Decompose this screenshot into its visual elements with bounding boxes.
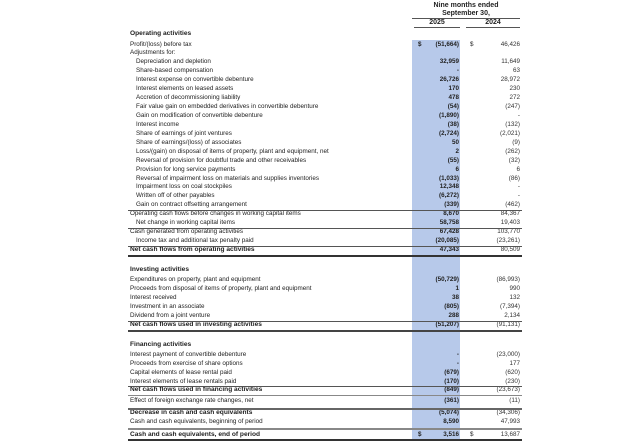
- value-2024: (86,993): [496, 276, 520, 283]
- row-divider: [128, 395, 522, 396]
- row-label: Provision for long service payments: [136, 166, 236, 173]
- value-2025: (849): [444, 386, 459, 393]
- row-label: Depreciation and depletion: [136, 58, 211, 65]
- row-label: Interest payment of convertible debenture: [130, 351, 247, 358]
- year-2024-underline: [466, 27, 520, 28]
- value-2024: (620): [505, 369, 520, 376]
- table-row: [128, 121, 522, 130]
- table-row: [128, 285, 522, 294]
- table-row: [128, 76, 522, 85]
- value-2024: (23,673): [496, 386, 520, 393]
- value-2025: 47,343: [439, 246, 459, 253]
- currency-symbol: $: [418, 431, 422, 438]
- table-row: [128, 397, 522, 406]
- table-row: [128, 321, 522, 330]
- value-2025: -: [456, 360, 459, 367]
- value-2024: 28,972: [500, 76, 520, 83]
- row-divider: [128, 321, 522, 322]
- year-2025-underline: [414, 27, 460, 28]
- value-2025: (38): [447, 121, 459, 128]
- value-2024: (23,000): [496, 351, 520, 358]
- value-2025: 288: [448, 312, 459, 319]
- value-2025: 32,959: [439, 58, 459, 65]
- value-2024: (247): [505, 103, 520, 110]
- table-row: [128, 112, 522, 121]
- table-row: [128, 166, 522, 175]
- row-divider: [128, 386, 522, 387]
- value-2024: 272: [509, 94, 520, 101]
- value-2025: (54): [447, 103, 459, 110]
- table-row: [128, 192, 522, 201]
- row-divider: [128, 255, 522, 257]
- row-label: Accretion of decommissioning liability: [136, 94, 241, 101]
- currency-symbol: $: [470, 41, 474, 48]
- row-label: Interest elements on leased assets: [136, 85, 234, 92]
- value-2024: 2,134: [504, 312, 520, 319]
- value-2024: 63: [512, 67, 520, 74]
- value-2025: 170: [448, 85, 459, 92]
- value-2025: -: [456, 351, 459, 358]
- table-row: [128, 303, 522, 312]
- table-row: [128, 157, 522, 166]
- row-label: Decrease in cash and cash equivalents: [130, 409, 253, 416]
- row-label: Income tax and additional tax penalty paid: [136, 237, 254, 244]
- table-row: [128, 67, 522, 76]
- row-label: Cash and cash equivalents, end of period: [130, 431, 261, 438]
- section-heading: [128, 30, 522, 39]
- value-2024: 46,426: [500, 41, 520, 48]
- row-label: Reversal of impairment loss on materials and supplies inventories: [136, 175, 320, 182]
- value-2024: (9): [512, 139, 520, 146]
- row-label: Expenditures on property, plant and equipment: [130, 276, 261, 283]
- value-2025: 8,590: [443, 418, 459, 425]
- row-label: Gain on modification of convertible debenture: [136, 112, 263, 119]
- table-row: [128, 130, 522, 139]
- table-row: [128, 276, 522, 285]
- value-2025: (6,272): [439, 192, 459, 199]
- table-row: [128, 58, 522, 67]
- table-row: [128, 94, 522, 103]
- value-2025: (51,207): [435, 321, 459, 328]
- table-row: [128, 201, 522, 210]
- row-label: Effect of foreign exchange rate changes, net: [130, 397, 254, 404]
- table-row: [128, 246, 522, 255]
- row-label: Interest expense on convertible debenture: [136, 76, 254, 83]
- value-2025: 6: [455, 166, 459, 173]
- row-label: Fair value gain on embedded derivatives in convertible debenture: [136, 103, 319, 110]
- value-2025: -: [456, 67, 459, 74]
- value-2025: 50: [451, 139, 459, 146]
- section-heading: [128, 341, 522, 350]
- value-2025: 26,726: [439, 76, 459, 83]
- value-2025: (55): [447, 157, 459, 164]
- value-2024: (32): [508, 157, 520, 164]
- row-label: Dividend from a joint venture: [130, 312, 211, 319]
- value-2024: (7,394): [500, 303, 520, 310]
- value-2024: (262): [505, 148, 520, 155]
- value-2025: 67,428: [439, 228, 459, 235]
- value-2025: (339): [444, 201, 459, 208]
- value-2025: (51,664): [435, 41, 459, 48]
- value-2024: (91,131): [496, 321, 520, 328]
- row-label: Cash generated from operating activities: [130, 228, 244, 235]
- table-row: [128, 294, 522, 303]
- row-divider: [128, 228, 522, 229]
- row-label: Gain on contract offsetting arrangement: [136, 201, 247, 208]
- table-row: [128, 418, 522, 427]
- value-2024: 230: [509, 85, 520, 92]
- period-header-line2: September 30,: [442, 10, 490, 17]
- table-row: [128, 369, 522, 378]
- row-label: Financing activities: [130, 341, 192, 348]
- table-row: [128, 409, 522, 418]
- row-label: Impairment loss on coal stockpiles: [136, 183, 232, 190]
- row-label: Net change in working capital items: [136, 219, 236, 226]
- table-row: [128, 237, 522, 246]
- value-2025: (1,890): [439, 112, 459, 119]
- value-2024: (23,261): [496, 237, 520, 244]
- row-label: Interest elements of lease rentals paid: [130, 378, 237, 385]
- row-label: Profit/(loss) before tax: [130, 41, 192, 48]
- value-2025: (1,033): [439, 175, 459, 182]
- value-2024: (132): [505, 121, 520, 128]
- value-2025: (805): [444, 303, 459, 310]
- row-divider: [128, 246, 522, 247]
- row-divider: [128, 330, 522, 332]
- value-2025: 2: [455, 148, 459, 155]
- row-label: Investment in an associate: [130, 303, 205, 310]
- row-label: Loss/(gain) on disposal of items of property, plant and equipment, net: [136, 148, 329, 155]
- row-label: Investing activities: [130, 266, 189, 273]
- table-row: [128, 219, 522, 228]
- row-label: Net cash flows used in financing activities: [130, 386, 263, 393]
- row-label: Net cash flows from operating activities: [130, 246, 255, 253]
- table-row: [128, 103, 522, 112]
- value-2024: 6: [516, 166, 520, 173]
- row-label: Net cash flows used in investing activities: [130, 321, 262, 328]
- row-divider: [128, 210, 522, 211]
- table-row: [128, 360, 522, 369]
- value-2025: 38: [451, 294, 459, 301]
- row-label: Proceeds from exercise of share options: [130, 360, 243, 367]
- value-2024: -: [517, 112, 520, 119]
- value-2024: 47,993: [500, 418, 520, 425]
- row-divider: [128, 428, 522, 430]
- row-label: Operating activities: [130, 30, 192, 37]
- row-label: Interest received: [130, 294, 177, 301]
- currency-symbol: $: [470, 431, 474, 438]
- value-2025: (170): [444, 378, 459, 385]
- value-2024: (34,306): [496, 409, 520, 416]
- value-2025: 12,348: [439, 183, 459, 190]
- table-row: [128, 386, 522, 395]
- value-2024: (86): [508, 175, 520, 182]
- row-label: Share-based compensation: [136, 67, 214, 74]
- value-2025: (5,074): [439, 409, 459, 416]
- row-label: Proceeds from disposal of items of property, plant and equipment: [130, 285, 312, 292]
- table-row: [128, 139, 522, 148]
- table-row: [128, 312, 522, 321]
- value-2024: -: [517, 192, 520, 199]
- row-divider: [128, 408, 522, 410]
- row-label: Written off of other payables: [136, 192, 215, 199]
- value-2024: -: [517, 183, 520, 190]
- value-2025: (50,729): [435, 276, 459, 283]
- value-2024: 132: [509, 294, 520, 301]
- table-row: [128, 148, 522, 157]
- table-row: [128, 85, 522, 94]
- value-2025: 1: [455, 285, 459, 292]
- value-2025: (20,085): [435, 237, 459, 244]
- row-label: Operating cash flows before changes in working capital items: [130, 210, 301, 217]
- value-2024: 11,649: [501, 58, 520, 65]
- row-label: Interest income: [136, 121, 180, 128]
- currency-symbol: $: [418, 41, 422, 48]
- row-label: Reversal of provision for doubtful trade and other receivables: [136, 157, 307, 164]
- year-2025-header: 2025: [429, 19, 445, 26]
- year-2024-header: 2024: [485, 19, 501, 26]
- value-2024: 19,403: [500, 219, 520, 226]
- value-2024: 990: [509, 285, 520, 292]
- section-heading: [128, 266, 522, 275]
- value-2025: 58,758: [439, 219, 459, 226]
- value-2025: 478: [448, 94, 459, 101]
- value-2024: 84,367: [500, 210, 520, 217]
- table-row: [128, 351, 522, 360]
- table-row: [128, 210, 522, 219]
- value-2025: 8,670: [443, 210, 459, 217]
- table-row: [128, 228, 522, 237]
- table-row: [128, 49, 522, 58]
- value-2025: 3,516: [443, 431, 459, 438]
- row-label: Cash and cash equivalents, beginning of period: [130, 418, 263, 425]
- value-2024: 80,509: [500, 246, 520, 253]
- value-2025: (2,724): [439, 130, 459, 137]
- value-2024: (230): [505, 378, 520, 385]
- row-label: Share of earnings of joint ventures: [136, 130, 232, 137]
- value-2024: 13,687: [500, 431, 520, 438]
- value-2025: (361): [444, 397, 459, 404]
- value-2024: 177: [509, 360, 520, 367]
- value-2024: (11): [509, 397, 520, 404]
- value-2024: 103,770: [497, 228, 520, 235]
- row-label: Adjustments for:: [130, 49, 176, 56]
- value-2024: (462): [505, 201, 520, 208]
- row-label: Capital elements of lease rental paid: [130, 369, 232, 376]
- value-2025: (679): [444, 369, 459, 376]
- table-row: [128, 183, 522, 192]
- value-2024: (2,021): [500, 130, 520, 137]
- period-header-line1: Nine months ended: [433, 2, 499, 9]
- row-label: Share of earnings/(loss) of associates: [136, 139, 242, 146]
